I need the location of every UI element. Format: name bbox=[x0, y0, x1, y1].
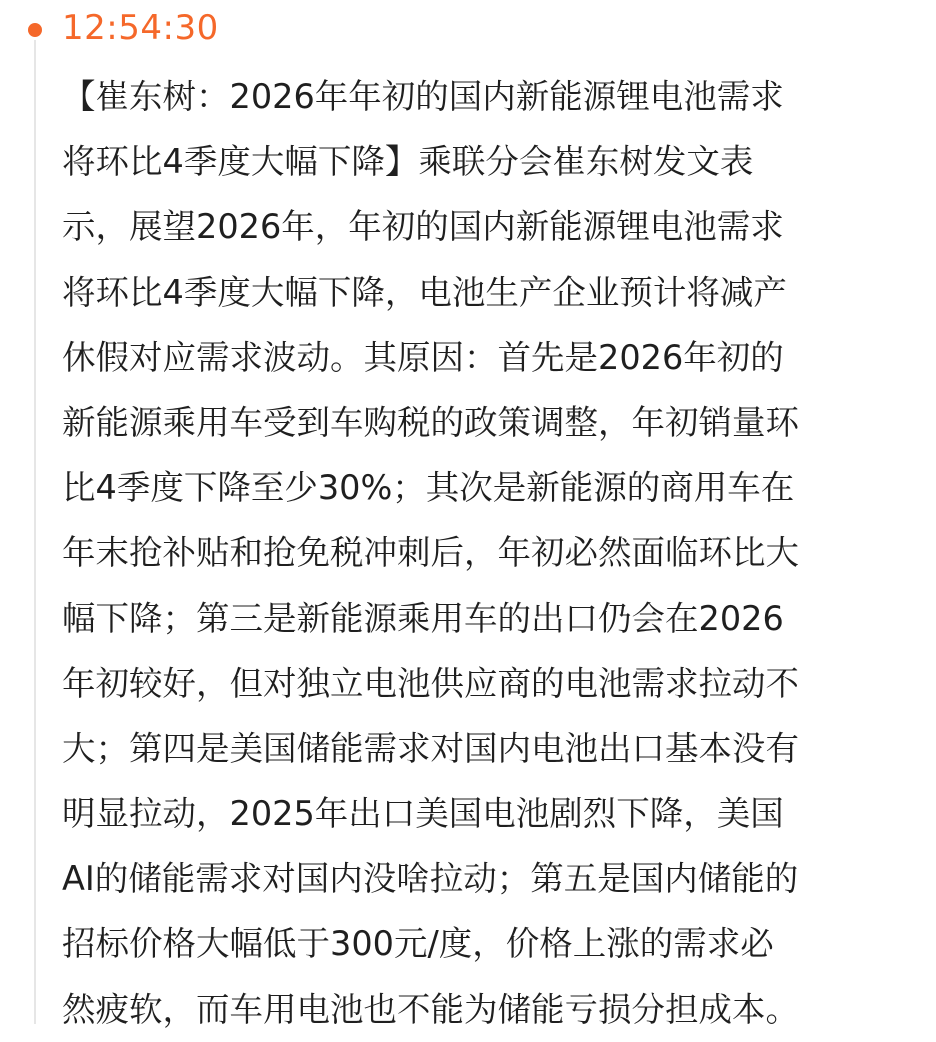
news-text-line: 明显拉动，2025年出口美国电池剧烈下降，美国 bbox=[62, 794, 784, 834]
news-text-line: 招标价格大幅低于300元/度，价格上涨的需求必 bbox=[62, 924, 774, 964]
news-text-line: 【崔东树：2026年年初的国内新能源锂电池需求 bbox=[62, 77, 784, 116]
news-text-line: 将环比4季度大幅下降】乘联分会崔东树发文表 bbox=[62, 142, 754, 182]
news-text-line: 将环比4季度大幅下降，电池生产企业预计将减产 bbox=[62, 272, 787, 312]
news-text-line: 示，展望2026年，年初的国内新能源锂电池需求 bbox=[62, 207, 784, 247]
timeline-dot-icon bbox=[28, 23, 42, 37]
news-text-line: 幅下降；第三是新能源乘用车的出口仍会在2026 bbox=[62, 598, 784, 638]
timeline-line bbox=[34, 40, 36, 1024]
news-text-line: 然疲软，而车用电池也不能为储能亏损分担成本。 bbox=[62, 989, 799, 1029]
news-text-line: 休假对应需求波动。其原因：首先是2026年初的 bbox=[62, 337, 784, 377]
news-text-line: AI的储能需求对国内没啥拉动；第五是国内储能的 bbox=[62, 859, 799, 899]
news-timestamp: 12:54:30 bbox=[62, 8, 219, 48]
news-text-line: 年初较好，但对独立电池供应商的电池需求拉动不 bbox=[62, 663, 799, 703]
news-text-line: 新能源乘用车受到车购税的政策调整，年初销量环 bbox=[62, 402, 799, 442]
news-text-line: 大；第四是美国储能需求对国内电池出口基本没有 bbox=[62, 728, 799, 768]
news-text-line: 年末抢补贴和抢免税冲刺后，年初必然面临环比大 bbox=[62, 533, 799, 573]
news-item[interactable] bbox=[62, 64, 912, 1042]
news-text-line: 比4季度下降至少30%；其次是新能源的商用车在 bbox=[62, 468, 795, 508]
